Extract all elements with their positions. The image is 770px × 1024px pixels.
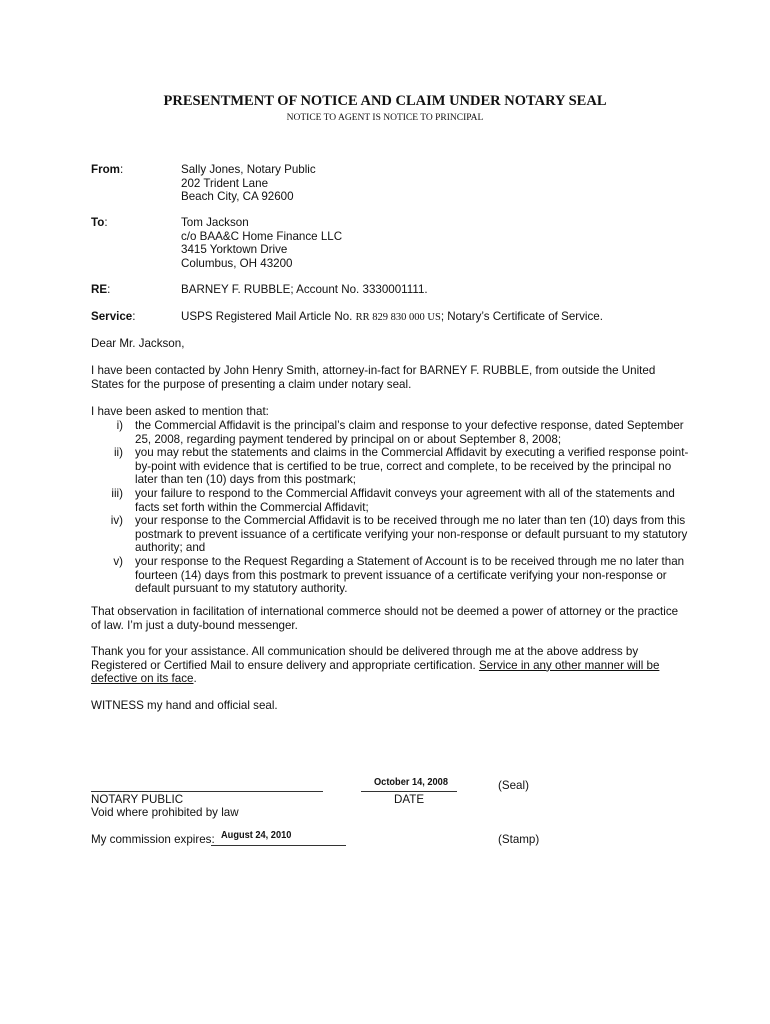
re-value: BARNEY F. RUBBLE; Account No. 3330001111. [181, 283, 428, 296]
seal-placeholder: (Seal) [498, 779, 529, 792]
date-label: DATE [394, 793, 425, 806]
list-item: i) the Commercial Affidavit is the principal’s claim and response to your defective response, dated September 25, 2008, regarding payment tendered by principal on or about September 8, 2008; [116, 419, 684, 446]
address-line: Columbus, OH 43200 [181, 256, 293, 270]
address-line: c/o BAA&C Home Finance LLC [181, 229, 343, 243]
observation-paragraph: That observation in facilitation of international commerce should not be deemed a power of attorney or the practice of law. I’m just a duty-bound messenger. [91, 605, 679, 632]
service-value: USPS Registered Mail Article No. RR 829 830 000 US; Notary’s Certificate of Service. [181, 310, 603, 323]
to-address [181, 216, 342, 270]
list-item: v) your response to the Request Regarding a Statement of Account is to be received through me no later than fourteen (14) days from this postmark to prevent issuance of a certificate verifying your non-response or default pursuant to my statutory authority. [113, 554, 685, 596]
underlined-warning: Service in any other manner will be defective on its face [91, 658, 660, 686]
address-line: 3415 Yorktown Drive [181, 243, 288, 257]
address-line: Tom Jackson [181, 216, 249, 229]
commission-date: August 24, 2010 [221, 829, 292, 841]
date-line [361, 791, 457, 792]
notary-public-label: NOTARY PUBLIC [91, 793, 184, 806]
salutation: Dear Mr. Jackson, [91, 337, 185, 350]
void-note: Void where prohibited by law [91, 806, 239, 819]
witness-line: WITNESS my hand and official seal. [91, 699, 278, 712]
address-line: Sally Jones, Notary Public [181, 163, 316, 176]
asked-line: I have been asked to mention that: [91, 405, 269, 418]
address-line: Beach City, CA 92600 [181, 190, 294, 204]
commission-label: My commission expires: [91, 833, 215, 846]
article-number: RR 829 830 000 US [355, 312, 441, 323]
thanks-paragraph: Thank you for your assistance. All communication should be delivered through me at the above address by Registered or Certified Mail to ensure delivery and appropriate certification. Service in any other manner will be defective on its face. [91, 645, 660, 686]
date-value: October 14, 2008 [374, 776, 448, 788]
re-label: RE: [91, 283, 111, 296]
stamp-placeholder: (Stamp) [498, 833, 540, 846]
notary-signature-line[interactable] [91, 791, 323, 792]
service-label: Service: [91, 310, 136, 323]
commission-line [211, 845, 346, 846]
numbered-list [91, 419, 691, 596]
address-line: 202 Trident Lane [181, 176, 269, 190]
document-title: PRESENTMENT OF NOTICE AND CLAIM UNDER NOTARY SEAL [163, 93, 607, 109]
list-item: ii) you may rebut the statements and claims in the Commercial Affidavit by executing a verified response point-by-point with evidence that is certified to be true, correct and complete, to be received by the principal no later than ten (10) days from this postmark; [113, 446, 689, 487]
list-item: iii) your failure to respond to the Commercial Affidavit conveys your agreement with all of the statements and facts set forth within the Commercial Affidavit; [111, 486, 675, 514]
intro-paragraph: I have been contacted by John Henry Smith, attorney-in-fact for BARNEY F. RUBBLE, from outside the United States for the purpose of presenting a claim under notary seal. [91, 364, 656, 391]
to-label: To: [91, 216, 108, 229]
list-item: iv) your response to the Commercial Affidavit is to be received through me no later than ten (10) days from this postmark to prevent issuance of a certificate verifying your non-response or default pursuant to my statutory authority; and [110, 514, 688, 555]
from-label: From: [91, 163, 124, 176]
document-subtitle: NOTICE TO AGENT IS NOTICE TO PRINCIPAL [286, 113, 484, 123]
from-address [181, 163, 316, 204]
